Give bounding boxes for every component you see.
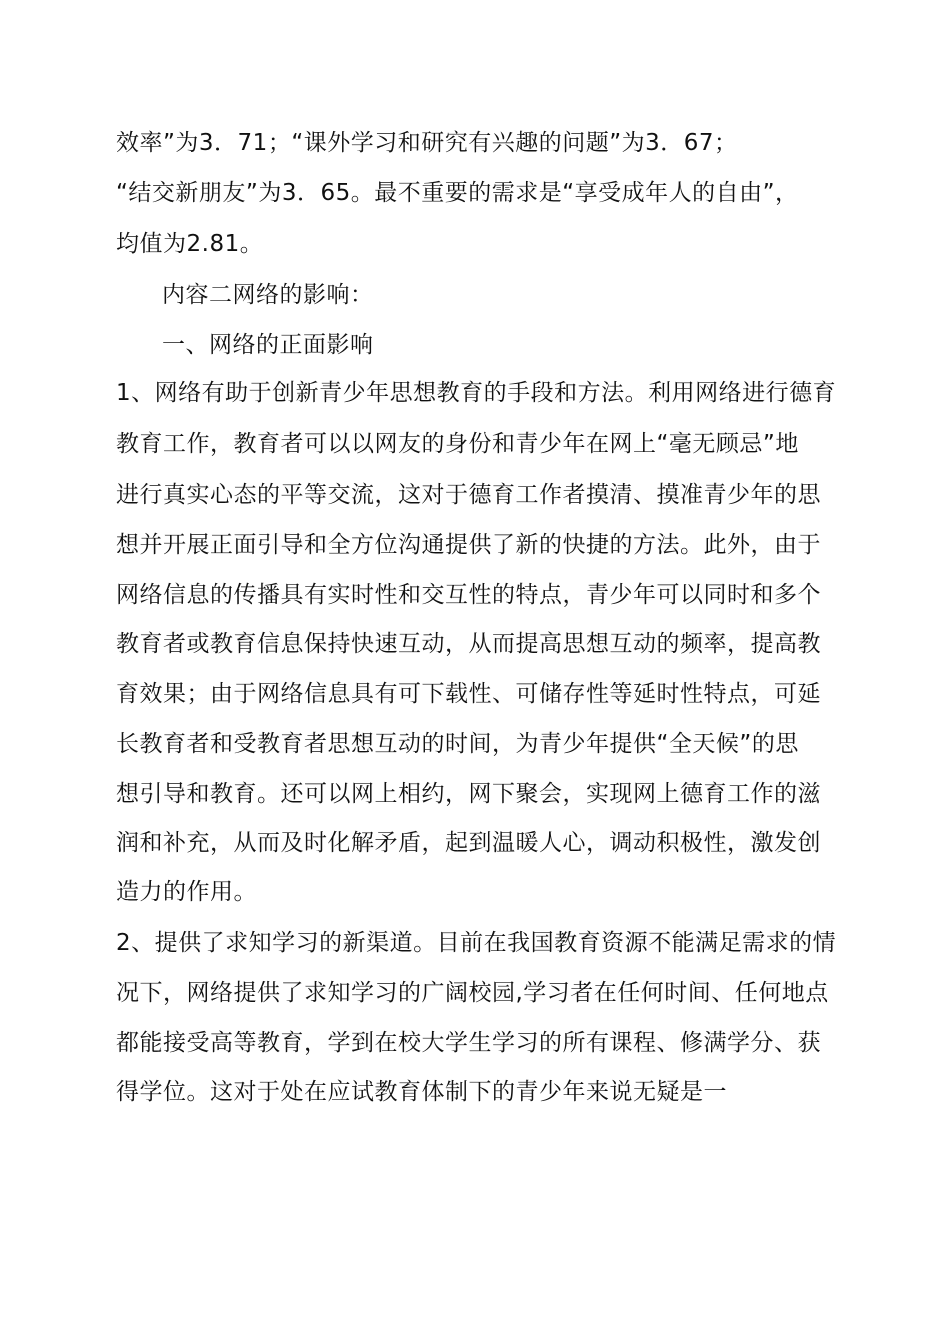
paragraph-line: “结交新朋友”为3．65。最不重要的需求是“享受成年人的自由”， <box>116 180 799 206</box>
paragraph-line: 均值为2.81。 <box>116 231 264 257</box>
paragraph-line: 2、提供了求知学习的新渠道。目前在我国教育资源不能满足需求的情 <box>116 930 837 956</box>
paragraph-line: 得学位。这对于处在应试教育体制下的青少年来说无疑是一 <box>116 1079 727 1105</box>
section-heading: 内容二网络的影响： <box>162 282 374 308</box>
paragraph-line: 长教育者和受教育者思想互动的时间，为青少年提供“全天候”的思 <box>116 731 799 757</box>
subsection-heading: 一、网络的正面影响 <box>162 332 374 358</box>
paragraph-line: 育效果；由于网络信息具有可下载性、可储存性等延时性特点，可延 <box>116 681 821 707</box>
paragraph-line: 效率”为3．71；“课外学习和研究有兴趣的问题”为3．67； <box>116 130 738 156</box>
paragraph-line: 教育工作，教育者可以以网友的身份和青少年在网上“毫无顾忌”地 <box>116 431 799 457</box>
paragraph-line: 想引导和教育。还可以网上相约，网下聚会，实现网上德育工作的滋 <box>116 781 821 807</box>
paragraph-line: 进行真实心态的平等交流，这对于德育工作者摸清、摸准青少年的思 <box>116 482 821 508</box>
paragraph-line: 都能接受高等教育，学到在校大学生学习的所有课程、修满学分、获 <box>116 1030 821 1056</box>
paragraph-line: 网络信息的传播具有实时性和交互性的特点，青少年可以同时和多个 <box>116 582 821 608</box>
paragraph-line: 教育者或教育信息保持快速互动，从而提高思想互动的频率，提高教 <box>116 631 821 657</box>
paragraph-line: 造力的作用。 <box>116 879 257 905</box>
paragraph-line: 1、网络有助于创新青少年思想教育的手段和方法。利用网络进行德育 <box>116 380 837 406</box>
paragraph-line: 润和补充，从而及时化解矛盾，起到温暖人心，调动积极性，激发创 <box>116 830 821 856</box>
paragraph-line: 况下，网络提供了求知学习的广阔校园,学习者在任何时间、任何地点 <box>116 980 829 1006</box>
paragraph-line: 想并开展正面引导和全方位沟通提供了新的快捷的方法。此外，由于 <box>116 532 821 558</box>
